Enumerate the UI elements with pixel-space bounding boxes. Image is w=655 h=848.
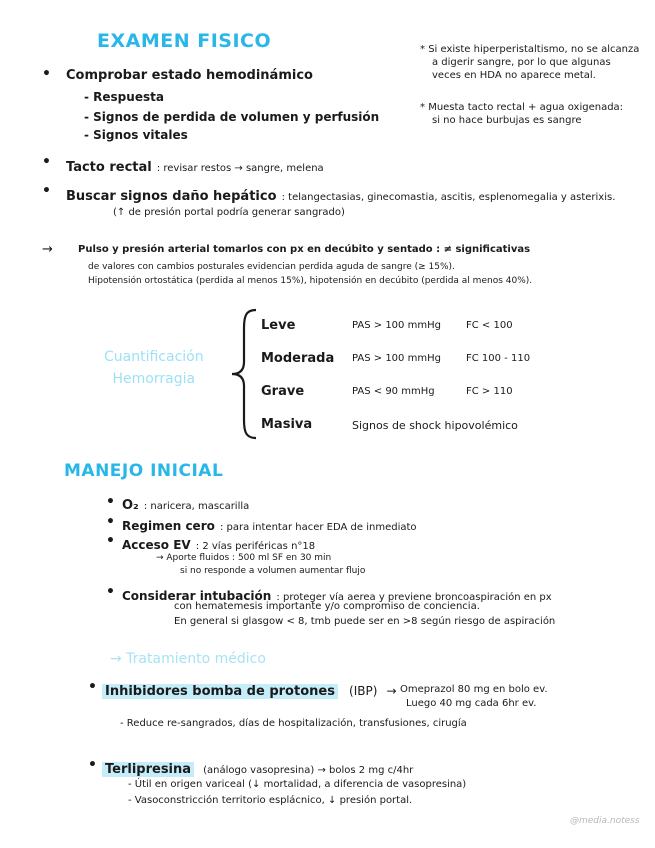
ibp-dose-2: Luego 40 mg cada 6hr ev. xyxy=(406,698,537,709)
side-note-tacto: * Muesta tacto rectal + agua oxigenada: si no hace burbujas es sangre xyxy=(420,102,624,126)
tacto-rectal-text: : revisar restos → sangre, melena xyxy=(156,163,324,174)
pas-masiva: Signos de shock hipovolémico xyxy=(352,419,518,432)
pas-leve: PAS > 100 mmHg xyxy=(352,320,441,331)
manejo-item-regimen xyxy=(122,515,417,534)
terli-note-1: - Útil en origen variceal (↓ mortalidad, a diferencia de vasopresina) xyxy=(128,779,467,790)
manejo-heading: MANEJO INICIAL xyxy=(64,461,224,481)
bullet: • xyxy=(88,757,97,773)
fc-moderada: FC 100 - 110 xyxy=(466,353,531,364)
bullet: • xyxy=(88,679,97,695)
pas-grave: PAS < 90 mmHg xyxy=(352,386,435,397)
dano-hepatico-label: Buscar signos daño hepático xyxy=(66,189,277,204)
grade-leve: Leve xyxy=(261,318,296,333)
pulso-arrow: → xyxy=(42,242,53,257)
subitem-respuesta: - Respuesta xyxy=(84,90,164,104)
bullet: • xyxy=(106,533,115,549)
acceso-text: : 2 vías periféricas n°18 xyxy=(195,541,316,552)
pulso-line-3: Hipotensión ortostática (perdida al menos 15%), hipotensión en decúbito (perdida al menos 40%). xyxy=(88,276,533,286)
bullet: • xyxy=(106,584,115,600)
bullet: • xyxy=(42,66,51,82)
grade-masiva: Masiva xyxy=(261,417,313,432)
tacto-rectal-line xyxy=(66,156,324,175)
bullet: • xyxy=(106,514,115,530)
manejo-item-acceso xyxy=(122,534,315,553)
o2-label: O₂ xyxy=(122,498,139,513)
dano-hepatico-line xyxy=(66,185,615,204)
intubacion-label: Considerar intubación xyxy=(122,589,272,603)
tacto-rectal-label: Tacto rectal xyxy=(66,160,152,175)
bullet: • xyxy=(106,494,115,510)
intubacion-line-2: con hematemesis importante y/o compromiso de conciencia. xyxy=(174,601,480,612)
terli-label: Terlipresina xyxy=(102,762,194,777)
intubacion-line-3: En general si glasgow < 8, tmb puede ser en >8 según riesgo de aspiración xyxy=(174,616,556,627)
aporte-fluidos-note: si no responde a volumen aumentar flujo xyxy=(180,566,366,576)
acceso-label: Acceso EV xyxy=(122,538,191,552)
page-title: EXAMEN FISICO xyxy=(97,30,272,52)
subitem-signos-vitales: - Signos vitales xyxy=(84,128,188,142)
fc-leve: FC < 100 xyxy=(466,320,513,331)
side-note-mark: * xyxy=(420,44,425,55)
ibp-line xyxy=(102,680,397,699)
fc-grave: FC > 110 xyxy=(466,386,513,397)
pulso-line-2: de valores con cambios posturales evidencian perdida aguda de sangre (≥ 15%). xyxy=(88,262,455,272)
ibp-dose-1: Omeprazol 80 mg en bolo ev. xyxy=(400,684,548,695)
o2-text: : naricera, mascarilla xyxy=(143,501,250,512)
pulso-line-1: Pulso y presión arterial tomarlos con px en decúbito y sentado : ≠ significativas xyxy=(78,244,531,255)
regimen-text: : para intentar hacer EDA de inmediato xyxy=(219,522,417,533)
subitem-perdida-volumen: - Signos de perdida de volumen y perfusión xyxy=(84,110,380,124)
side-note-peristaltismo: * Si existe hiperperistaltismo, no se alcanza a digerir sangre, por lo que algunas veces en HDA no aparece metal. xyxy=(420,44,640,81)
regimen-label: Regimen cero xyxy=(122,519,215,533)
side-note-mark: * xyxy=(420,102,425,113)
watermark: @media.notess xyxy=(570,816,640,826)
grade-grave: Grave xyxy=(261,384,305,399)
dano-hepatico-text: : telangectasias, ginecomastia, ascitis, esplenomegalia y asterixis. xyxy=(281,192,616,203)
pas-moderada: PAS > 100 mmHg xyxy=(352,353,441,364)
ibp-label: Inhibidores bomba de protones xyxy=(102,684,338,699)
cuantificacion-label: Cuantificación Hemorragia xyxy=(104,349,204,387)
dano-hepatico-note: (↑ de presión portal podría generar sangrado) xyxy=(113,207,345,218)
bullet: • xyxy=(42,183,51,199)
terli-line xyxy=(102,758,413,777)
intubacion-text: : proteger vía aerea y previene broncoaspiración en px xyxy=(276,592,552,603)
bullet: • xyxy=(42,154,51,170)
terli-note-2: - Vasoconstricción territorio esplácnico, ↓ presión portal. xyxy=(128,795,413,806)
aporte-fluidos: → Aporte fluidos : 500 ml SF en 30 min xyxy=(156,553,332,563)
manejo-item-o2 xyxy=(122,494,249,513)
section-hemodinamico-heading: Comprobar estado hemodinámico xyxy=(66,68,313,83)
curly-brace xyxy=(228,308,260,440)
terli-text: (análogo vasopresina) → bolos 2 mg c/4hr xyxy=(203,765,414,776)
grade-moderada: Moderada xyxy=(261,351,335,366)
tratamiento-heading: → Tratamiento médico xyxy=(110,651,266,667)
ibp-arrow: → xyxy=(386,684,397,698)
ibp-note: - Reduce re-sangrados, días de hospitalización, transfusiones, cirugía xyxy=(120,718,467,729)
ibp-abbr: (IBP) xyxy=(349,684,378,698)
